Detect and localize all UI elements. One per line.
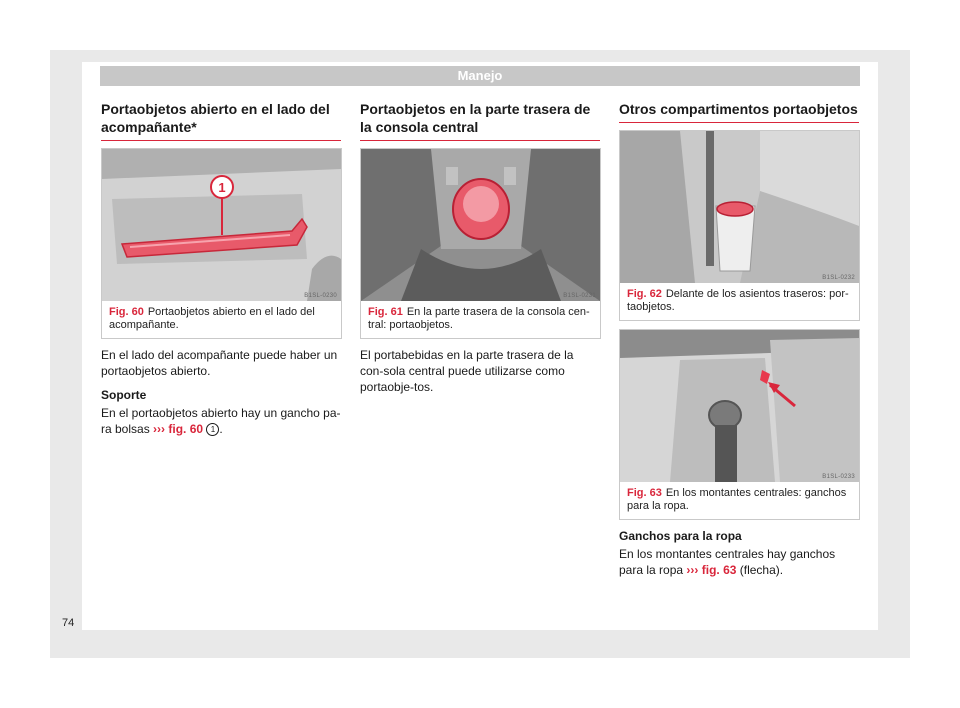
- rear-seat-illustration: [620, 131, 859, 283]
- subheading-soporte: Soporte: [101, 388, 147, 402]
- figure-caption: [102, 301, 341, 338]
- section-title: Portaobjetos abierto en el lado del acompañante*: [101, 100, 341, 141]
- b-pillar-illustration: [620, 330, 859, 482]
- subheading-ganchos: Ganchos para la ropa: [619, 529, 742, 543]
- section-header: Manejo: [100, 66, 860, 86]
- console-illustration: [361, 149, 600, 301]
- image-code: B1SL-0230: [304, 293, 337, 299]
- callout-1: 1: [218, 180, 226, 195]
- paragraph-with-ref: [619, 546, 859, 578]
- section-title: Otros compartimentos portaobjetos: [619, 100, 859, 123]
- paragraph: En el lado del acompañante puede haber un portaobjetos abierto.: [101, 348, 338, 378]
- paragraph-with-ref: [101, 405, 341, 437]
- figure-caption: [620, 283, 859, 320]
- column-2: [360, 100, 600, 141]
- column-3: [619, 100, 859, 123]
- column-2-body: [360, 347, 600, 403]
- caption-text: En la parte trasera de la consola cen-tral: portaobjetos.: [368, 306, 590, 331]
- caption-text: En los montantes centrales: ganchos para la ropa.: [627, 487, 847, 512]
- paragraph-end: (flecha).: [739, 563, 784, 577]
- figure-60: [101, 148, 342, 339]
- callout-ref: 1: [206, 423, 219, 436]
- figure-image: [361, 149, 600, 301]
- column-3-body: [619, 528, 859, 586]
- ref-arrows: ›››: [153, 422, 166, 436]
- figure-number: Fig. 62: [627, 288, 662, 300]
- ref-arrows: ›››: [686, 563, 699, 577]
- figure-image: [620, 330, 859, 482]
- figure-63: [619, 329, 860, 520]
- column-1: [101, 100, 341, 141]
- caption-text: Portaobjetos abierto en el lado del acompañante.: [109, 306, 315, 331]
- figure-link[interactable]: fig. 60: [168, 422, 204, 436]
- paragraph-text: En el portaobjetos abierto hay un gancho pa-ra bolsas: [101, 406, 341, 436]
- figure-number: Fig. 61: [368, 306, 403, 318]
- glovebox-illustration: [102, 149, 341, 301]
- figure-number: Fig. 63: [627, 487, 662, 499]
- figure-caption: [361, 301, 600, 338]
- figure-62: [619, 130, 860, 321]
- paragraph-text: En los montantes centrales hay ganchos para la ropa: [619, 547, 836, 577]
- figure-image: [620, 131, 859, 283]
- paragraph: El portabebidas en la parte trasera de la con-sola central puede utilizarse como portaobje-tos.: [360, 348, 574, 394]
- figure-61: [360, 148, 601, 339]
- section-title: Portaobjetos en la parte trasera de la consola central: [360, 100, 600, 141]
- column-1-body: [101, 347, 341, 445]
- period: .: [219, 422, 223, 436]
- figure-image: [102, 149, 341, 301]
- image-code: B1SL-0232: [822, 275, 855, 281]
- image-code: B1SL-0231: [563, 293, 596, 299]
- figure-caption: [620, 482, 859, 519]
- figure-link[interactable]: fig. 63: [701, 563, 737, 577]
- figure-number: Fig. 60: [109, 306, 144, 318]
- image-code: B1SL-0233: [822, 474, 855, 480]
- caption-text: Delante de los asientos traseros: por-taobjetos.: [627, 288, 849, 313]
- page-number: 74: [62, 617, 75, 629]
